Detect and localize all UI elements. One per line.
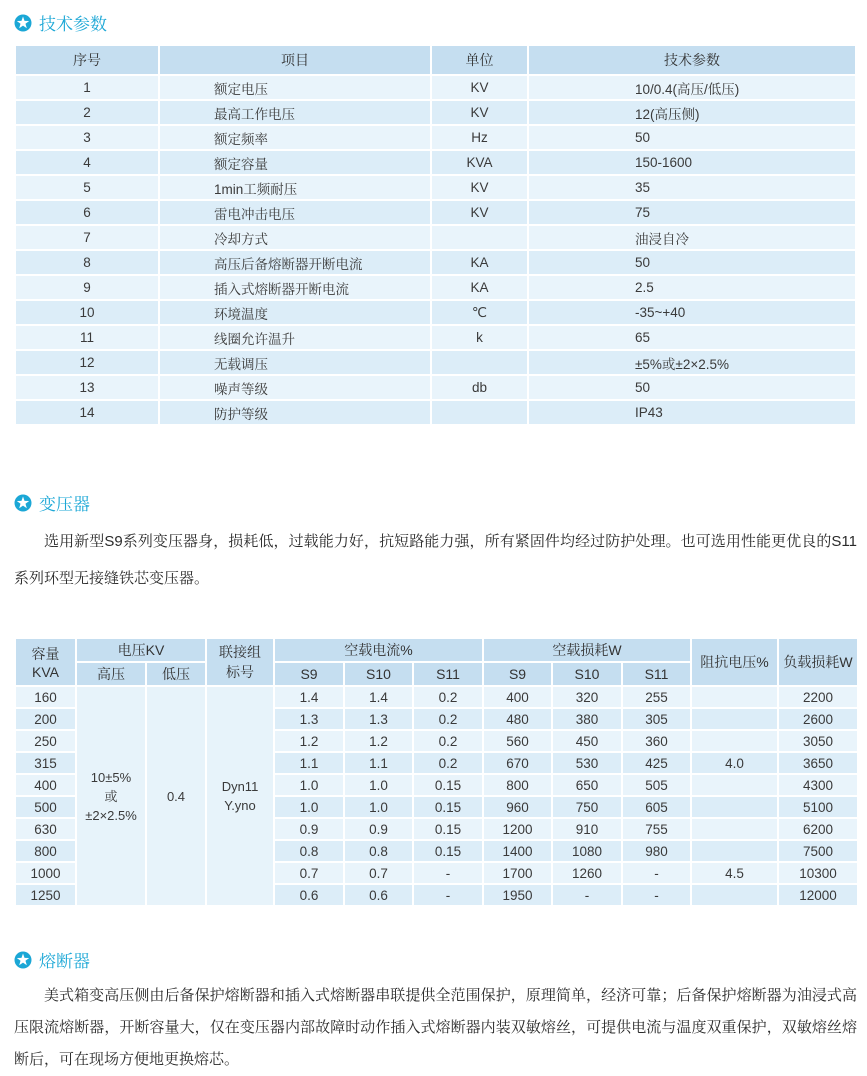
- table-cell: 1.2: [344, 730, 413, 752]
- table-cell: 0.2: [413, 730, 483, 752]
- table-cell: 油浸自冷: [528, 225, 856, 250]
- table-row: [15, 400, 856, 425]
- table-cell: 1080: [552, 840, 622, 862]
- table-cell: 1950: [483, 884, 552, 906]
- table-row: [15, 75, 856, 100]
- table-cell: 670: [483, 752, 552, 774]
- table-cell: 线圈允许温升: [159, 325, 431, 350]
- table-row: [15, 375, 856, 400]
- table-cell: 450: [552, 730, 622, 752]
- table-cell: IP43: [528, 400, 856, 425]
- table-cell: 1.4: [274, 686, 344, 708]
- section-header-fuse: [14, 947, 855, 972]
- table-cell: 2.5: [528, 275, 856, 300]
- table-cell: 315: [15, 752, 76, 774]
- table-cell: 1.0: [344, 774, 413, 796]
- section-header-tech-params: [14, 10, 855, 35]
- table-cell: 额定电压: [159, 75, 431, 100]
- table-cell: KA: [431, 250, 528, 275]
- table-cell: KV: [431, 100, 528, 125]
- table-cell: 环境温度: [159, 300, 431, 325]
- section-header-transformer: [14, 490, 855, 515]
- table-cell: 150-1600: [528, 150, 856, 175]
- transformer-table-body: [15, 686, 858, 906]
- table-cell: -35~+40: [528, 300, 856, 325]
- table-cell: 425: [622, 752, 691, 774]
- table-cell: 560: [483, 730, 552, 752]
- table-cell: 1200: [483, 818, 552, 840]
- table-cell: [431, 400, 528, 425]
- table-cell: 14: [15, 400, 159, 425]
- table-cell: 35: [528, 175, 856, 200]
- table-cell: 1.1: [274, 752, 344, 774]
- table-cell: 7500: [778, 840, 858, 862]
- col-header-vector-group: [206, 638, 274, 686]
- table-cell: 9: [15, 275, 159, 300]
- col-header-value: 技术参数: [528, 45, 856, 75]
- col-header-impedance: 阻抗电压%: [691, 638, 778, 686]
- table-cell: 雷电冲击电压: [159, 200, 431, 225]
- table-cell: 50: [528, 250, 856, 275]
- section-title-text: 变压器: [39, 495, 90, 514]
- table-cell: 1.0: [344, 796, 413, 818]
- table-cell: 4.0: [691, 752, 778, 774]
- table-cell: 500: [15, 796, 76, 818]
- table-cell: 11: [15, 325, 159, 350]
- table-cell: 2200: [778, 686, 858, 708]
- table-cell: 防护等级: [159, 400, 431, 425]
- table-cell: -: [622, 884, 691, 906]
- table-cell: KA: [431, 275, 528, 300]
- table-row: [15, 250, 856, 275]
- cell-line: ±2×2.5%: [85, 807, 137, 823]
- table-cell: 6: [15, 200, 159, 225]
- table-cell: 插入式熔断器开断电流: [159, 275, 431, 300]
- table-cell: 13: [15, 375, 159, 400]
- table-cell: k: [431, 325, 528, 350]
- col-header-capacity: [15, 638, 76, 686]
- table-cell: 0.2: [413, 708, 483, 730]
- table-cell: 高压后备熔断器开断电流: [159, 250, 431, 275]
- table-cell: 7: [15, 225, 159, 250]
- transformer-spec-table: [14, 637, 859, 907]
- table-cell: 3650: [778, 752, 858, 774]
- table-cell: 360: [622, 730, 691, 752]
- transformer-paragraph: 选用新型S9系列变压器身，损耗低，过载能力好，抗短路能力强，所有紧固件均经过防护处理。也可选用性能更优良的S11系列环型无接缝铁芯变压器。: [14, 533, 857, 587]
- table-cell: 50: [528, 125, 856, 150]
- table-cell: 0.15: [413, 774, 483, 796]
- table-cell: 1400: [483, 840, 552, 862]
- fuse-paragraph: 美式箱变高压侧由后备保护熔断器和插入式熔断器串联提供全范围保护，原理简单，经济可靠；后备保护熔断器为油浸式高压限流熔断器，开断容量大，仅在变压器内部故障时动作插入式熔断器内装双敏熔丝，可提供电流与温度双重保护，双敏熔丝熔断后，可在现场方便地更换熔芯。: [14, 987, 857, 1068]
- table-cell: 3: [15, 125, 159, 150]
- table-cell: 1000: [15, 862, 76, 884]
- table-cell: 200: [15, 708, 76, 730]
- section-title-text: 技术参数: [39, 15, 107, 34]
- table-cell: 530: [552, 752, 622, 774]
- table-cell: 320: [552, 686, 622, 708]
- table-cell: KV: [431, 175, 528, 200]
- table-cell: [691, 708, 778, 730]
- table-row: [15, 325, 856, 350]
- table-cell: 额定容量: [159, 150, 431, 175]
- col-header-s11: S11: [413, 662, 483, 686]
- table-row: [15, 275, 856, 300]
- table-cell: 1min工频耐压: [159, 175, 431, 200]
- table-cell: [691, 796, 778, 818]
- table-cell: 400: [483, 686, 552, 708]
- table-cell: db: [431, 375, 528, 400]
- table-cell: 750: [552, 796, 622, 818]
- table-cell: 额定频率: [159, 125, 431, 150]
- col-header-s10: S10: [344, 662, 413, 686]
- table-cell: 755: [622, 818, 691, 840]
- table-row: [15, 100, 856, 125]
- table-cell: 6200: [778, 818, 858, 840]
- table-row: [15, 175, 856, 200]
- table-cell: 0.7: [344, 862, 413, 884]
- table-cell: 0.15: [413, 796, 483, 818]
- table-cell: 0.6: [274, 884, 344, 906]
- header-line: 联接组: [219, 644, 261, 660]
- table-cell: KV: [431, 75, 528, 100]
- table-cell: 1.4: [344, 686, 413, 708]
- table-row: [15, 200, 856, 225]
- table-cell: 910: [552, 818, 622, 840]
- table-row: [15, 150, 856, 175]
- table-cell: 1.3: [344, 708, 413, 730]
- table-cell: 12(高压侧): [528, 100, 856, 125]
- table-cell: 噪声等级: [159, 375, 431, 400]
- table-cell: [431, 225, 528, 250]
- table-cell: 980: [622, 840, 691, 862]
- table-cell: 1700: [483, 862, 552, 884]
- table-cell: 400: [15, 774, 76, 796]
- table-cell: 505: [622, 774, 691, 796]
- section-title-text: 熔断器: [39, 952, 90, 971]
- table-cell: 无载调压: [159, 350, 431, 375]
- table-cell: 1260: [552, 862, 622, 884]
- table-cell: -: [622, 862, 691, 884]
- table-cell: 0.15: [413, 818, 483, 840]
- cell-line: 10±5%: [90, 769, 132, 785]
- table-cell: [691, 730, 778, 752]
- table-cell: [691, 686, 778, 708]
- table-cell: 0.9: [274, 818, 344, 840]
- table-cell: 1.0: [274, 796, 344, 818]
- table-cell: 5100: [778, 796, 858, 818]
- table-cell: 960: [483, 796, 552, 818]
- table-cell: 12: [15, 350, 159, 375]
- table-cell: 50: [528, 375, 856, 400]
- table-cell: 1.3: [274, 708, 344, 730]
- table-cell: 1250: [15, 884, 76, 906]
- table-cell: 250: [15, 730, 76, 752]
- table-cell: 最高工作电压: [159, 100, 431, 125]
- table-cell: 4.5: [691, 862, 778, 884]
- star-badge-icon: [14, 951, 32, 969]
- table-cell: 380: [552, 708, 622, 730]
- table-cell: -: [413, 884, 483, 906]
- table-row: [15, 300, 856, 325]
- table-cell: 0.8: [344, 840, 413, 862]
- table-cell: 0.2: [413, 752, 483, 774]
- table-cell: 2600: [778, 708, 858, 730]
- col-header-s10: S10: [552, 662, 622, 686]
- col-header-s9: S9: [274, 662, 344, 686]
- table-cell: 605: [622, 796, 691, 818]
- table-cell: 2: [15, 100, 159, 125]
- table-cell: 5: [15, 175, 159, 200]
- col-header-lv: 低压: [146, 662, 206, 686]
- table-cell: 3050: [778, 730, 858, 752]
- table-row: [15, 686, 858, 708]
- table-cell: 255: [622, 686, 691, 708]
- table-cell: Hz: [431, 125, 528, 150]
- col-header-s11: S11: [622, 662, 691, 686]
- header-line: 容量: [31, 646, 60, 662]
- table-cell: 0.15: [413, 840, 483, 862]
- table-cell: 1.0: [274, 774, 344, 796]
- header-line: KVA: [32, 664, 59, 680]
- col-header-voltage-group: 电压KV: [76, 638, 206, 662]
- table-cell: 800: [15, 840, 76, 862]
- cell-line: Y.yno: [224, 798, 256, 813]
- table-cell: -: [552, 884, 622, 906]
- table-cell: [691, 818, 778, 840]
- table-cell: 0.7: [274, 862, 344, 884]
- table-cell: 8: [15, 250, 159, 275]
- table-row: [15, 350, 856, 375]
- table-cell: 305: [622, 708, 691, 730]
- col-header-no-load-loss: 空载损耗W: [483, 638, 691, 662]
- table-cell: 800: [483, 774, 552, 796]
- table-cell: 0.8: [274, 840, 344, 862]
- col-header-hv: 高压: [76, 662, 146, 686]
- table-cell: 75: [528, 200, 856, 225]
- table-cell: [691, 884, 778, 906]
- table-cell: 1.2: [274, 730, 344, 752]
- table-cell: 480: [483, 708, 552, 730]
- table-row: [15, 225, 856, 250]
- table-cell: 0.4: [146, 686, 206, 906]
- tech-table-body: [15, 75, 856, 425]
- col-header-item: 项目: [159, 45, 431, 75]
- table-cell: 1: [15, 75, 159, 100]
- col-header-s9: S9: [483, 662, 552, 686]
- table-cell: 1.1: [344, 752, 413, 774]
- table-cell: [76, 686, 146, 906]
- col-header-no-load-current: 空载电流%: [274, 638, 483, 662]
- tech-table-header: [15, 45, 856, 75]
- table-cell: 10: [15, 300, 159, 325]
- cell-line: Dyn11: [221, 779, 259, 794]
- table-cell: 0.6: [344, 884, 413, 906]
- cell-line: 或: [104, 788, 118, 804]
- table-cell: 65: [528, 325, 856, 350]
- table-cell: 160: [15, 686, 76, 708]
- table-cell: 630: [15, 818, 76, 840]
- col-header-load-loss: 负载损耗W: [778, 638, 858, 686]
- table-cell: 4300: [778, 774, 858, 796]
- table-cell: 650: [552, 774, 622, 796]
- table-cell: 冷却方式: [159, 225, 431, 250]
- table-cell: 4: [15, 150, 159, 175]
- table-cell: 12000: [778, 884, 858, 906]
- transformer-table-header: [15, 638, 858, 686]
- table-cell: KVA: [431, 150, 528, 175]
- table-cell: [206, 686, 274, 906]
- table-row: [15, 125, 856, 150]
- table-cell: [431, 350, 528, 375]
- star-badge-icon: [14, 494, 32, 512]
- table-cell: ℃: [431, 300, 528, 325]
- table-cell: -: [413, 862, 483, 884]
- table-cell: ±5%或±2×2.5%: [528, 350, 856, 375]
- table-cell: KV: [431, 200, 528, 225]
- table-cell: 10/0.4(高压/低压): [528, 75, 856, 100]
- header-line: 标号: [226, 664, 254, 680]
- col-header-unit: 单位: [431, 45, 528, 75]
- col-header-index: 序号: [15, 45, 159, 75]
- tech-params-table: [14, 44, 857, 426]
- table-cell: 10300: [778, 862, 858, 884]
- table-cell: [691, 840, 778, 862]
- star-badge-icon: [14, 14, 32, 32]
- table-cell: 0.9: [344, 818, 413, 840]
- table-cell: 0.2: [413, 686, 483, 708]
- table-cell: [691, 774, 778, 796]
